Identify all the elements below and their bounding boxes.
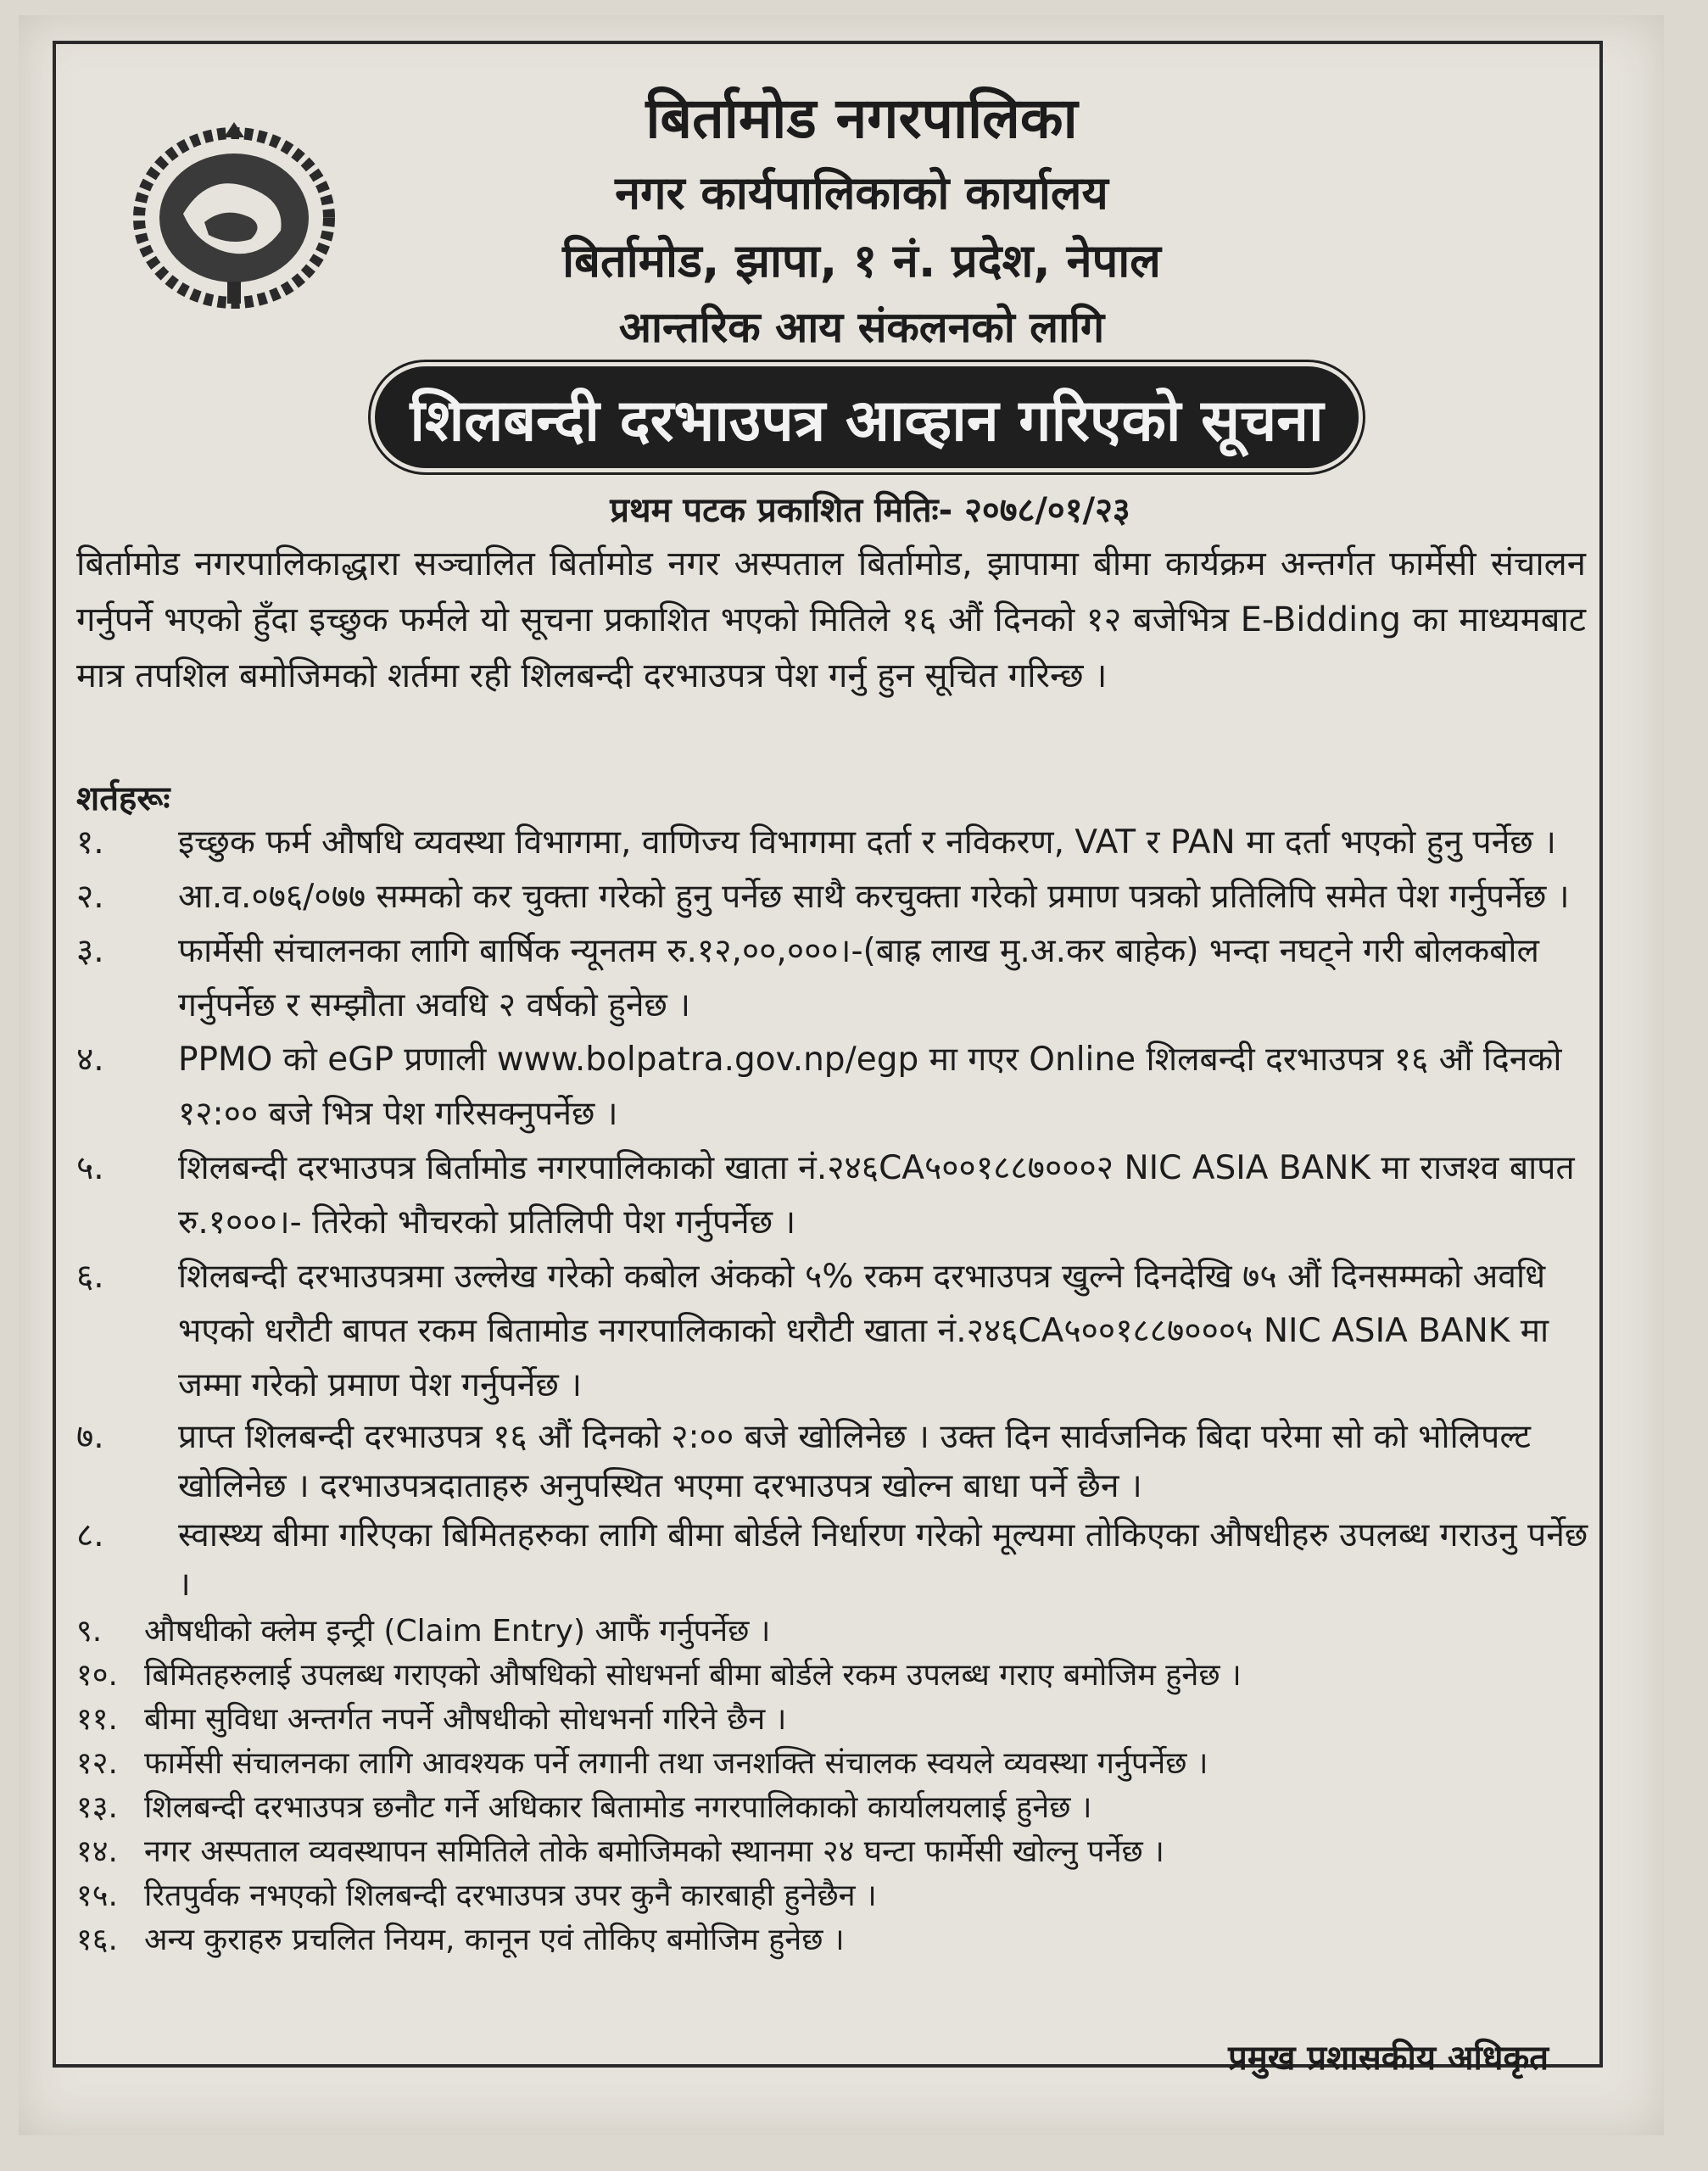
term-item xyxy=(76,1141,1594,1250)
term-item xyxy=(76,1918,1594,1962)
term-text: स्वास्थ्य बीमा गरिएका बिमितहरुका लागि बीमा बोर्डले निर्धारण गरेको मूल्यमा तोकिएका औषधीहरु उपलब्ध गराउनु पर्नेछ । xyxy=(178,1516,1588,1604)
term-item xyxy=(76,1250,1594,1413)
term-item xyxy=(76,1413,1594,1511)
term-text: आ.व.०७६/०७७ सम्मको कर चुक्ता गरेको हुनु पर्नेछ साथै करचुक्ता गरेको प्रमाण पत्रको प्रतिलिपि समेत पेश गर्नुपर्नेछ । xyxy=(178,878,1570,916)
notice-frame xyxy=(53,41,1603,2078)
term-number: १६. xyxy=(76,1923,118,1957)
term-number: ९. xyxy=(76,1614,103,1649)
term-item xyxy=(76,816,1594,870)
sub-office-name: नगर कार्यपालिकाको कार्यालय xyxy=(615,166,1108,220)
term-number: २. xyxy=(76,878,104,916)
term-item xyxy=(76,1610,1594,1654)
term-text: फार्मेसी संचालनका लागि बार्षिक न्यूनतम रु.१२,००,०००।-(बाह्र लाख मु.अ.कर बाहेक) भन्दा नघट्ने गरी बोलकबोल गर्नुपर्नेछ र सम्झौता अवधि २ वर्षको हुनेछ । xyxy=(178,932,1539,1024)
term-text: इच्छुक फर्म औषधि व्यवस्था विभागमा, वाणिज्य विभागमा दर्ता र नविकरण, VAT र PAN मा दर्ता भएको हुनु पर्नेछ । xyxy=(178,823,1556,862)
term-number: १०. xyxy=(76,1658,118,1693)
term-text: नगर अस्पताल व्यवस्थापन समितिले तोके बमोजिमको स्थानमा २४ घन्टा फार्मेसी खोल्नु पर्नेछ । xyxy=(144,1834,1164,1869)
intro-paragraph: बिर्तामोड नगरपालिकाद्धारा सञ्चालित बिर्तामोड नगर अस्पताल बिर्तामोड, झापामा बीमा कार्यक्रम अन्तर्गत फार्मेसी संचालन गर्नुपर्ने भएको हुँदा इच्छुक फर्मले यो सूचना प्रकाशित भएको मितिले १६ औं दिनको १२ बजेभित्र E-Bidding का माध्यमबाट मात्र तपशिल बमोजिमको शर्तमा रही शिलबन्दी दरभाउपत्र पेश गर्नु हुन सूचित गरिन्छ । xyxy=(76,544,1586,695)
term-number: ३. xyxy=(76,932,104,970)
term-text: बिमितहरुलाई उपलब्ध गराएको औषधिको सोधभर्ना बीमा बोर्डले रकम उपलब्ध गराए बमोजिम हुनेछ । xyxy=(144,1658,1242,1693)
term-number: १. xyxy=(76,823,104,862)
publish-date: प्रथम पटक प्रकाशित मितिः- २०७८/०१/२३ xyxy=(610,491,1130,530)
term-number: ४. xyxy=(76,1041,104,1079)
notice-header xyxy=(361,78,1362,360)
term-item xyxy=(76,1742,1594,1786)
term-text: शिलबन्दी दरभाउपत्रमा उल्लेख गरेको कबोल अंकको ५% रकम दरभाउपत्र खुल्ने दिनदेखि ७५ औं दिनसम्मको अवधि भएको धरौटी बापत रकम बितामोड नगरपालिकाको धरौटी खाता नं.२४६CA५००१८८७०००५ NIC ASIA BANK मा जम्मा गरेको प्रमाण पेश गर्नुपर्नेछ । xyxy=(178,1258,1549,1404)
term-item xyxy=(76,1033,1594,1141)
term-item xyxy=(76,1786,1594,1830)
terms-heading: शर्तहरूः xyxy=(76,779,170,818)
term-item xyxy=(76,1654,1594,1698)
term-number: १४. xyxy=(76,1834,118,1869)
term-number: ७. xyxy=(76,1418,104,1456)
term-number: १२. xyxy=(76,1746,118,1781)
signatory-title: प्रमुख प्रशासकीय अधिकृत xyxy=(1228,2039,1549,2078)
term-number: ८. xyxy=(76,1516,104,1554)
notice-paper xyxy=(19,15,1664,2135)
term-item xyxy=(76,1511,1594,1610)
office-address: बिर्तामोड, झापा, १ नं. प्रदेश, नेपाल xyxy=(562,234,1161,287)
term-text: रितपुर्वक नभएको शिलबन्दी दरभाउपत्र उपर कुनै कारबाही हुनेछैन । xyxy=(144,1878,877,1913)
term-text: PPMO को eGP प्रणाली www.bolpatra.gov.np/egp मा गएर Online शिलबन्दी दरभाउपत्र १६ औं दिनको १२:०० बजे भित्र पेश गरिसक्नुपर्नेछ । xyxy=(178,1041,1562,1133)
term-text: शिलबन्दी दरभाउपत्र छनौट गर्ने अधिकार बितामोड नगरपालिकाको कार्यालयलाई हुनेछ । xyxy=(144,1790,1092,1825)
office-name: बिर्तामोड नगरपालिका xyxy=(645,86,1078,151)
term-item xyxy=(76,924,1594,1033)
term-item xyxy=(76,1698,1594,1742)
notice-purpose: आन्तरिक आय संकलनको लागि xyxy=(618,303,1105,352)
term-text: शिलबन्दी दरभाउपत्र बिर्तामोड नगरपालिकाको खाता नं.२४६CA५००१८८७०००२ NIC ASIA BANK मा राजश्व बापत रु.१०००।- तिरेको भौचरको प्रतिलिपी पेश गर्नुपर्नेछ । xyxy=(178,1149,1575,1242)
term-item xyxy=(76,1830,1594,1874)
terms-list xyxy=(76,816,1594,1962)
nepal-emblem-icon xyxy=(124,112,344,315)
term-text: बीमा सुविधा अन्तर्गत नपर्ने औषधीको सोधभर्ना गरिने छैन । xyxy=(144,1702,787,1737)
term-number: ११. xyxy=(76,1702,118,1737)
term-text: फार्मेसी संचालनका लागि आवश्यक पर्ने लगानी तथा जनशक्ति संचालक स्वयले व्यवस्था गर्नुपर्नेछ । xyxy=(144,1746,1208,1781)
term-text: प्राप्त शिलबन्दी दरभाउपत्र १६ औं दिनको २:०० बजे खोलिनेछ । उक्त दिन सार्वजनिक बिदा परेमा सो को भोलिपल्ट खोलिनेछ । दरभाउपत्रदाताहरु अनुपस्थित भएमा दरभाउपत्र खोल्न बाधा पर्ने छैन । xyxy=(178,1418,1531,1505)
term-item xyxy=(76,1874,1594,1918)
term-number: १३. xyxy=(76,1790,118,1825)
term-number: ६. xyxy=(76,1258,104,1296)
term-number: १५. xyxy=(76,1878,118,1913)
term-item xyxy=(76,870,1594,924)
term-text: औषधीको क्लेम इन्ट्री (Claim Entry) आफैं गर्नुपर्नेछ । xyxy=(144,1614,771,1649)
term-text: अन्य कुराहरु प्रचलित नियम, कानून एवं तोकिए बमोजिम हुनेछ । xyxy=(144,1923,845,1957)
notice-title: शिलबन्दी दरभाउपत्र आव्हान गरिएको सूचना xyxy=(375,366,1359,468)
term-number: ५. xyxy=(76,1149,104,1187)
